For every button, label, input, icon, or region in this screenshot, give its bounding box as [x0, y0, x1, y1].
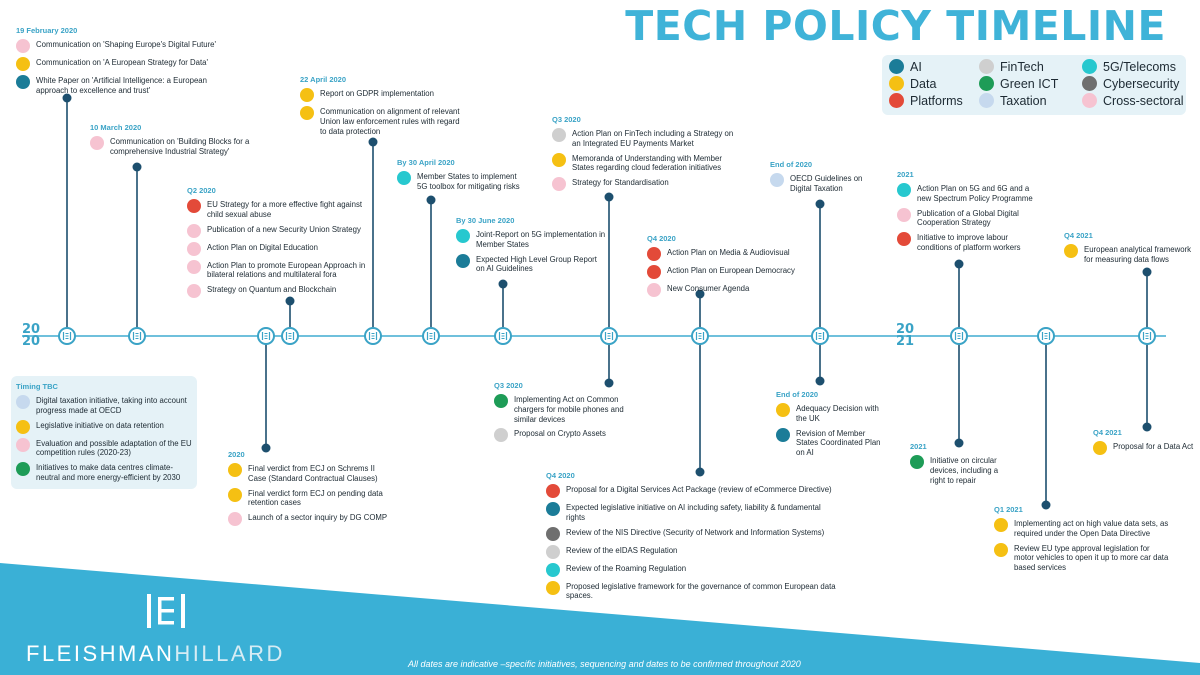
category-dot-icon [1093, 441, 1107, 455]
milestone-date: 22 April 2020 [300, 75, 346, 84]
legend-label: FinTech [1000, 59, 1044, 74]
milestone-item [552, 177, 742, 191]
milestone-group-b3 [546, 471, 836, 605]
legend-label: 5G/Telecoms [1103, 59, 1176, 74]
category-dot-icon [994, 518, 1008, 532]
milestone-item [494, 428, 644, 442]
milestone-text: Adequacy Decision with the UK [796, 404, 879, 423]
milestone-item [300, 106, 460, 136]
milestone-date: By 30 June 2020 [456, 216, 515, 225]
milestone-date: Q4 2021 [1093, 428, 1122, 437]
milestone-text: Communication on 'Building Blocks for a comprehensive Industrial Strategy' [110, 137, 250, 156]
milestone-item [1064, 244, 1199, 265]
category-dot-icon [552, 128, 566, 142]
footer-disclaimer: All dates are indicative –specific initiatives, sequencing and dates to be confirmed throughout 2020 [408, 659, 801, 669]
milestone-date: Q4 2020 [647, 234, 676, 243]
milestone-item [16, 395, 196, 416]
milestone-text: Publication of a new Security Union Strategy [207, 224, 361, 234]
milestone-item [456, 254, 606, 275]
legend-label: Platforms [910, 93, 963, 108]
milestone-group-b2 [494, 381, 644, 446]
milestone-text: Initiative on circular devices, including a right to repair [930, 456, 999, 485]
milestone-group-b4 [776, 390, 881, 462]
category-dot-icon [16, 39, 30, 53]
milestone-text: Expected legislative initiative on AI including safety, liability & fundamental rights [566, 503, 821, 522]
milestone-item [16, 462, 196, 483]
milestone-date: 2021 [910, 442, 927, 451]
category-dot-icon [456, 254, 470, 268]
milestone-text: Strategy for Standardisation [572, 178, 669, 188]
milestone-date: 2020 [228, 450, 245, 459]
milestone-text: Memoranda of Understanding with Member States regarding cloud federation initiatives [572, 153, 722, 173]
milestone-group-b5 [910, 442, 1015, 489]
milestone-text: Review of the NIS Directive (Security of Network and Information Systems) [566, 527, 825, 537]
timeline-node [59, 328, 75, 344]
category-dot-icon [187, 199, 201, 213]
milestone-item [546, 484, 836, 498]
category-dot-icon [647, 247, 661, 261]
milestone-item [776, 403, 881, 424]
brand-logo-icon [144, 592, 188, 630]
timeline-node [601, 328, 617, 344]
milestone-item [910, 455, 1015, 485]
milestone-item [187, 224, 367, 238]
category-dot-icon [300, 88, 314, 102]
category-dot-icon [910, 455, 924, 469]
milestone-item [16, 39, 216, 53]
category-dot-icon [187, 260, 201, 274]
timeline-node [1139, 328, 1155, 344]
connector-end-dot [816, 200, 825, 209]
milestone-group-g3 [187, 186, 367, 302]
milestone-item [546, 527, 836, 541]
milestone-group-g2 [90, 123, 250, 161]
milestone-item [16, 75, 216, 96]
category-dot-icon [552, 153, 566, 167]
milestone-text: Proposal on Crypto Assets [514, 429, 606, 439]
milestone-item [16, 438, 196, 459]
milestone-item [90, 136, 250, 157]
category-dot-icon [187, 224, 201, 238]
milestone-text: Expected High Level Group Report on AI Guidelines [476, 254, 597, 274]
milestone-text: New Consumer Agenda [667, 284, 750, 293]
category-dot-icon [647, 283, 661, 297]
category-dot-icon [187, 284, 201, 298]
category-dot-icon [494, 428, 508, 442]
milestone-text: Action Plan on FinTech including a Strategy on an Integrated EU Payments Market [572, 129, 734, 148]
milestone-text: Member States to implement 5G toolbox for mitigating risks [417, 172, 520, 191]
milestone-text: Action Plan on Media & Audiovisual [667, 248, 790, 257]
milestone-item [546, 545, 836, 559]
milestone-item [897, 232, 1042, 253]
milestone-text: Communication on alignment of relevant Union law enforcement rules with regard to data protection [320, 107, 460, 136]
milestone-date: Q1 2021 [994, 505, 1023, 514]
timeline-node [692, 328, 708, 344]
milestone-text: Implementing Act on Common chargers for mobile phones and similar devices [514, 395, 624, 424]
category-dot-icon [187, 242, 201, 256]
category-dot-icon [300, 106, 314, 120]
timeline-node [258, 328, 274, 344]
milestone-group-tbc [16, 382, 196, 487]
milestone-text: Review of the Roaming Regulation [566, 563, 687, 573]
category-dot-icon [546, 527, 560, 541]
milestone-item [494, 394, 644, 424]
milestone-group-b1 [228, 450, 393, 530]
page-title: TECH POLICY TIMELINE [625, 2, 1166, 50]
milestone-item [776, 428, 881, 458]
connector-end-dot [816, 377, 825, 386]
connector-end-dot [499, 280, 508, 289]
timeline-node [282, 328, 298, 344]
milestone-item [546, 563, 836, 577]
milestone-item [187, 242, 367, 256]
milestone-group-g6 [456, 216, 606, 278]
category-dot-icon [546, 502, 560, 516]
milestone-text: Proposal for a Data Act [1113, 442, 1194, 451]
milestone-date: End of 2020 [770, 160, 813, 169]
category-dot-icon [16, 462, 30, 476]
milestone-item [228, 512, 393, 526]
legend-label: Cross-sectoral [1103, 93, 1184, 108]
timeline-node [495, 328, 511, 344]
milestone-text: European analytical framework for measuring data flows [1084, 245, 1192, 264]
milestone-group-b6 [994, 505, 1169, 577]
milestone-group-g1 [16, 26, 216, 100]
milestone-text: Report on GDPR implementation [320, 89, 434, 98]
year-label-2021: 20 21 [896, 322, 915, 349]
milestone-text: OECD Guidelines on Digital Taxation [790, 174, 863, 193]
category-dot-icon [456, 229, 470, 243]
timeline-node [423, 328, 439, 344]
legend-label: Taxation [1000, 93, 1047, 108]
milestone-date: 10 March 2020 [90, 123, 142, 132]
timeline-node [129, 328, 145, 344]
milestone-group-g4 [300, 75, 460, 140]
category-dot-icon [546, 545, 560, 559]
timeline-node [812, 328, 828, 344]
milestone-group-b7 [1093, 428, 1198, 459]
category-dot-icon [228, 488, 242, 502]
milestone-item [228, 463, 393, 484]
milestone-text: Implementing act on high value data sets, as required under the Open Data Directive [1014, 519, 1169, 538]
milestone-item [187, 284, 367, 298]
connector-end-dot [427, 196, 436, 205]
milestone-text: Action Plan on Digital Education [207, 242, 318, 252]
milestone-item [647, 247, 807, 261]
category-dot-icon [90, 136, 104, 150]
milestone-date: 19 February 2020 [16, 26, 78, 35]
category-dot-icon [494, 394, 508, 408]
milestone-item [897, 183, 1042, 204]
milestone-text: Final verdict form ECJ on pending data retention cases [248, 488, 383, 508]
legend-label: Cybersecurity [1103, 76, 1180, 91]
milestone-text: Review of the eIDAS Regulation [566, 545, 678, 555]
milestone-text: Initiatives to make data centres climate-neutral and more energy-efficient by 2030 [36, 463, 181, 482]
category-dot-icon [897, 232, 911, 246]
milestone-date: Q3 2020 [552, 115, 581, 124]
year-label-2020: 20 20 [22, 322, 41, 349]
category-dot-icon [897, 183, 911, 197]
category-dot-icon [994, 543, 1008, 557]
milestone-item [647, 265, 807, 279]
connector-end-dot [955, 260, 964, 269]
category-dot-icon [16, 75, 30, 89]
milestone-group-g8 [647, 234, 807, 301]
milestone-item [228, 488, 393, 509]
milestone-item [546, 581, 836, 602]
milestone-date: Q2 2020 [187, 186, 216, 195]
category-dot-icon [546, 563, 560, 577]
milestone-text: Publication of a Global Digital Cooperation Strategy [917, 208, 1019, 228]
category-dot-icon [228, 463, 242, 477]
milestone-text: Final verdict from ECJ on Schrems II Case (Standard Contractual Clauses) [248, 464, 378, 483]
milestone-item [187, 260, 367, 281]
category-dot-icon [897, 208, 911, 222]
milestone-text: Digital taxation initiative, taking into account progress made at OECD [36, 396, 187, 415]
milestone-date: Q4 2021 [1064, 231, 1093, 240]
milestone-item [770, 173, 870, 194]
milestone-text: Proposal for a Digital Services Act Package (review of eCommerce Directive) [566, 485, 832, 494]
category-dot-icon [647, 265, 661, 279]
timeline-node [951, 328, 967, 344]
connector-end-dot [133, 163, 142, 172]
category-dot-icon [397, 171, 411, 185]
milestone-group-g7 [552, 115, 742, 195]
milestone-item [552, 128, 742, 149]
milestone-group-g5 [397, 158, 527, 196]
category-dot-icon [546, 484, 560, 498]
milestone-date: Q4 2020 [546, 471, 575, 480]
category-dot-icon [16, 420, 30, 434]
milestone-text: Joint-Report on 5G implementation in Member States [476, 230, 606, 249]
milestone-group-g9 [770, 160, 870, 198]
category-dot-icon [552, 177, 566, 191]
milestone-date: 2021 [897, 170, 914, 179]
legend-label: Data [910, 76, 937, 91]
category-dot-icon [228, 512, 242, 526]
milestone-item [897, 208, 1042, 229]
milestone-text: Revision of Member States Coordinated Plan on AI [796, 428, 881, 458]
milestone-text: Communication on 'Shaping Europe's Digital Future' [36, 40, 216, 49]
milestone-text: EU Strategy for a more effective fight against child sexual abuse [207, 200, 363, 219]
milestone-item [16, 57, 216, 71]
milestone-date: End of 2020 [776, 390, 819, 399]
category-dot-icon [770, 173, 784, 187]
milestone-text: Initiative to improve labour conditions of platform workers [917, 233, 1021, 252]
milestone-group-g10 [897, 170, 1042, 257]
milestone-item [994, 543, 1169, 573]
milestone-text: Evaluation and possible adaptation of the EU competition rules (2020-23) [36, 438, 192, 458]
milestone-item [397, 171, 527, 192]
category-dot-icon [16, 57, 30, 71]
brand-logo-text: FLEISHMANHILLARD [26, 641, 285, 666]
milestone-text: Strategy on Quantum and Blockchain [207, 285, 337, 295]
milestone-text: Action Plan on 5G and 6G and a new Spectrum Policy Programme [917, 184, 1033, 203]
timeline-node [1038, 328, 1054, 344]
milestone-date: Timing TBC [16, 382, 58, 391]
milestone-text: White Paper on 'Artificial Intelligence: a European approach to excellence and trust' [36, 76, 207, 95]
milestone-text: Action Plan on European Democracy [667, 266, 795, 275]
category-dot-icon [776, 428, 790, 442]
milestone-date: By 30 April 2020 [397, 158, 455, 167]
milestone-item [1093, 441, 1198, 455]
milestone-text: Launch of a sector inquiry by DG COMP [248, 513, 388, 523]
milestone-text: Legislative initiative on data retention [36, 420, 164, 430]
milestone-item [300, 88, 460, 102]
timeline-node [365, 328, 381, 344]
milestone-date: Q3 2020 [494, 381, 523, 390]
connector-end-dot [1143, 268, 1152, 277]
milestone-text: Proposed legislative framework for the governance of common European data spaces. [566, 581, 836, 601]
category-dot-icon [1064, 244, 1078, 258]
milestone-item [456, 229, 606, 250]
milestone-item [994, 518, 1169, 539]
milestone-item [16, 420, 196, 434]
category-dot-icon [16, 438, 30, 452]
legend-label: AI [910, 59, 922, 74]
legend-label: Green ICT [1000, 76, 1059, 91]
category-dot-icon [546, 581, 560, 595]
category-dot-icon [16, 395, 30, 409]
milestone-text: Communication on 'A European Strategy for Data' [36, 58, 209, 67]
milestone-group-g11 [1064, 231, 1199, 269]
milestone-text: Review EU type approval legislation for motor vehicles to open it up to more car data based services [1014, 543, 1169, 573]
milestone-item [647, 283, 807, 297]
milestone-item [187, 199, 367, 220]
milestone-item [552, 153, 742, 174]
category-dot-icon [776, 403, 790, 417]
milestone-item [546, 502, 836, 523]
milestone-text: Action Plan to promote European Approach in bilateral relations and multilateral fora [207, 260, 366, 280]
